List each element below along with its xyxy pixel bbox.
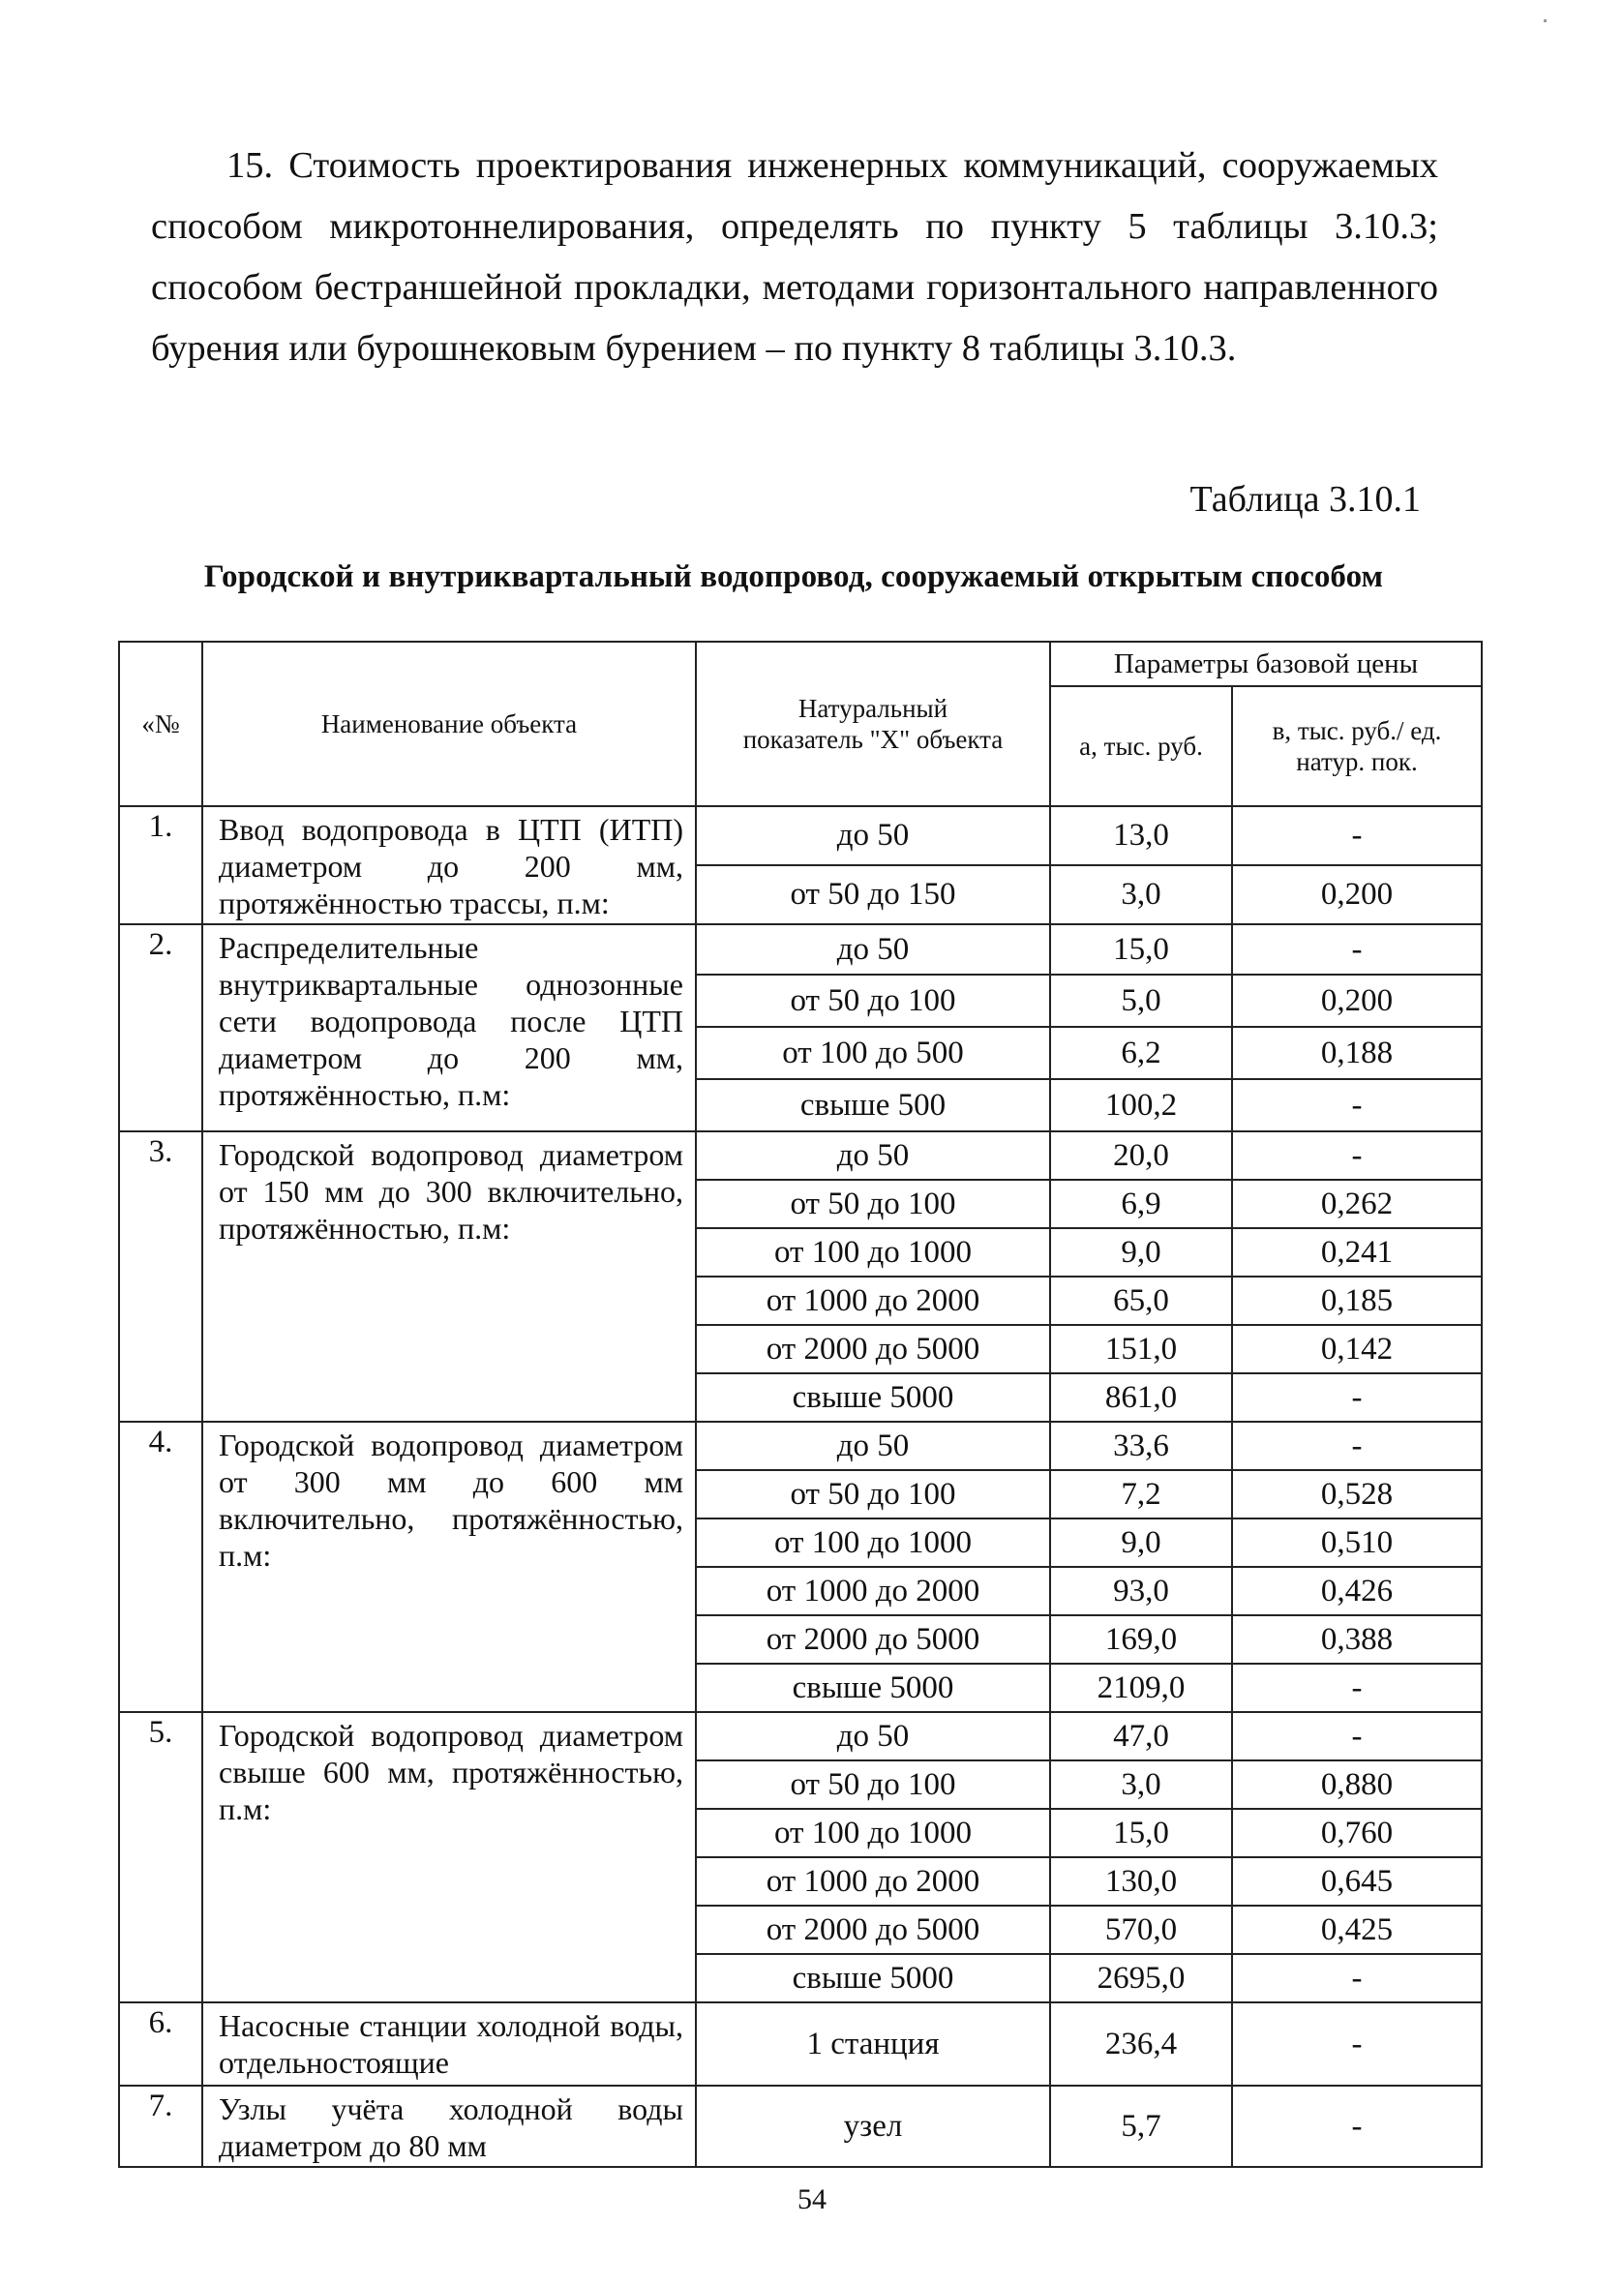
param-a: 236,4 [1050, 2002, 1232, 2086]
param-a: 861,0 [1050, 1373, 1232, 1422]
param-b: 0,200 [1232, 865, 1482, 924]
object-name: Распределительные внутриквартальные однозонные сети водопровода после ЦТП диаметром до 200 мм, протяжённостью, п.м: [202, 924, 696, 1131]
object-name: Узлы учёта холодной воды диаметром до 80 мм [202, 2086, 696, 2167]
natural-indicator: 1 станция [696, 2002, 1050, 2086]
natural-indicator: свыше 5000 [696, 1954, 1050, 2002]
param-b: - [1232, 2086, 1482, 2167]
natural-indicator: от 50 до 100 [696, 1180, 1050, 1228]
object-name: Городской водопровод диаметром от 300 мм до 600 мм включительно, протяжённостью, п.м: [202, 1422, 696, 1712]
header-name: Наименование объекта [202, 642, 696, 806]
row-number: 3. [119, 1131, 202, 1422]
param-a: 570,0 [1050, 1906, 1232, 1954]
param-b: - [1232, 1079, 1482, 1131]
row-number: 6. [119, 2002, 202, 2086]
clause-15-text: 15. Стоимость проектирования инженерных коммуникаций, сооружаемых способом микротоннелирования, определять по пункту 5 таблицы 3.10.3; способом бестраншейной прокладки, методами горизонтального направленного бурения или бурошнековым бурением – по пункту 8 таблицы 3.10.3. [151, 145, 1438, 369]
natural-indicator: от 2000 до 5000 [696, 1615, 1050, 1664]
natural-indicator: свыше 5000 [696, 1664, 1050, 1712]
natural-indicator: свыше 500 [696, 1079, 1050, 1131]
param-a: 130,0 [1050, 1857, 1232, 1906]
header-params: Параметры базовой цены [1050, 642, 1482, 686]
table-row [119, 1422, 1482, 1470]
param-a: 169,0 [1050, 1615, 1232, 1664]
table-body [119, 806, 1482, 2167]
param-a: 33,6 [1050, 1422, 1232, 1470]
object-name: Городской водопровод диаметром от 150 мм до 300 включительно, протяжённостью, п.м: [202, 1131, 696, 1422]
param-b: 0,426 [1232, 1567, 1482, 1615]
param-b: - [1232, 1131, 1482, 1180]
natural-indicator: до 50 [696, 924, 1050, 975]
param-b: 0,510 [1232, 1518, 1482, 1567]
table-row [119, 2002, 1482, 2086]
natural-indicator: до 50 [696, 1131, 1050, 1180]
param-a: 65,0 [1050, 1277, 1232, 1325]
table-header [119, 642, 1482, 806]
clause-15-paragraph [151, 135, 1438, 379]
price-table [118, 641, 1483, 2168]
param-a: 20,0 [1050, 1131, 1232, 1180]
param-b: 0,200 [1232, 975, 1482, 1027]
object-name: Насосные станции холодной воды, отдельностоящие [202, 2002, 696, 2086]
natural-indicator: от 1000 до 2000 [696, 1857, 1050, 1906]
param-a: 93,0 [1050, 1567, 1232, 1615]
param-a: 2695,0 [1050, 1954, 1232, 2002]
param-b: 0,188 [1232, 1027, 1482, 1079]
object-name: Ввод водопровода в ЦТП (ИТП) диаметром до 200 мм, протяжённостью трассы, п.м: [202, 806, 696, 924]
header-b: в, тыс. руб./ ед. натур. пок. [1232, 686, 1482, 806]
param-b: - [1232, 806, 1482, 865]
natural-indicator: от 1000 до 2000 [696, 1567, 1050, 1615]
param-b: - [1232, 1712, 1482, 1760]
scan-speck [1544, 19, 1547, 22]
row-number: 2. [119, 924, 202, 1131]
param-b: - [1232, 1664, 1482, 1712]
param-a: 2109,0 [1050, 1664, 1232, 1712]
param-a: 5,0 [1050, 975, 1232, 1027]
param-a: 3,0 [1050, 865, 1232, 924]
param-b: - [1232, 2002, 1482, 2086]
param-a: 15,0 [1050, 924, 1232, 975]
param-a: 13,0 [1050, 806, 1232, 865]
param-b: 0,241 [1232, 1228, 1482, 1277]
row-number: 7. [119, 2086, 202, 2167]
table-row [119, 2086, 1482, 2167]
header-no: «№ [119, 642, 202, 806]
param-a: 151,0 [1050, 1325, 1232, 1373]
param-a: 47,0 [1050, 1712, 1232, 1760]
natural-indicator: до 50 [696, 806, 1050, 865]
param-b: 0,142 [1232, 1325, 1482, 1373]
natural-indicator: до 50 [696, 1422, 1050, 1470]
table-row [119, 1712, 1482, 1760]
table-row [119, 924, 1482, 975]
param-b: 0,262 [1232, 1180, 1482, 1228]
param-a: 9,0 [1050, 1228, 1232, 1277]
table-caption: Таблица 3.10.1 [1189, 479, 1421, 520]
natural-indicator: от 2000 до 5000 [696, 1325, 1050, 1373]
table-row [119, 1131, 1482, 1180]
natural-indicator: от 100 до 1000 [696, 1809, 1050, 1857]
natural-indicator: от 50 до 100 [696, 975, 1050, 1027]
param-b: 0,645 [1232, 1857, 1482, 1906]
param-a: 100,2 [1050, 1079, 1232, 1131]
param-b: 0,880 [1232, 1760, 1482, 1809]
natural-indicator: от 50 до 100 [696, 1470, 1050, 1518]
param-b: - [1232, 1373, 1482, 1422]
natural-indicator: от 1000 до 2000 [696, 1277, 1050, 1325]
natural-indicator: от 2000 до 5000 [696, 1906, 1050, 1954]
param-b: 0,388 [1232, 1615, 1482, 1664]
natural-indicator: свыше 5000 [696, 1373, 1050, 1422]
natural-indicator: от 100 до 500 [696, 1027, 1050, 1079]
natural-indicator: от 100 до 1000 [696, 1228, 1050, 1277]
table-row [119, 806, 1482, 865]
row-number: 1. [119, 806, 202, 924]
param-b: - [1232, 924, 1482, 975]
natural-indicator: до 50 [696, 1712, 1050, 1760]
page-number: 54 [797, 2183, 827, 2215]
row-number: 5. [119, 1712, 202, 2002]
table-title: Городской и внутриквартальный водопровод, сооружаемый открытым способом [203, 559, 1384, 594]
param-a: 15,0 [1050, 1809, 1232, 1857]
row-number: 4. [119, 1422, 202, 1712]
param-a: 6,9 [1050, 1180, 1232, 1228]
param-b: - [1232, 1954, 1482, 2002]
param-a: 9,0 [1050, 1518, 1232, 1567]
param-b: - [1232, 1422, 1482, 1470]
object-name: Городской водопровод диаметром свыше 600 мм, протяжённостью, п.м: [202, 1712, 696, 2002]
param-a: 5,7 [1050, 2086, 1232, 2167]
param-a: 3,0 [1050, 1760, 1232, 1809]
param-a: 7,2 [1050, 1470, 1232, 1518]
natural-indicator: от 100 до 1000 [696, 1518, 1050, 1567]
param-b: 0,528 [1232, 1470, 1482, 1518]
param-b: 0,760 [1232, 1809, 1482, 1857]
param-b: 0,185 [1232, 1277, 1482, 1325]
param-a: 6,2 [1050, 1027, 1232, 1079]
natural-indicator: от 50 до 150 [696, 865, 1050, 924]
natural-indicator: узел [696, 2086, 1050, 2167]
header-a: а, тыс. руб. [1050, 686, 1232, 806]
natural-indicator: от 50 до 100 [696, 1760, 1050, 1809]
param-b: 0,425 [1232, 1906, 1482, 1954]
header-natural: Натуральный показатель "X" объекта [696, 642, 1050, 806]
